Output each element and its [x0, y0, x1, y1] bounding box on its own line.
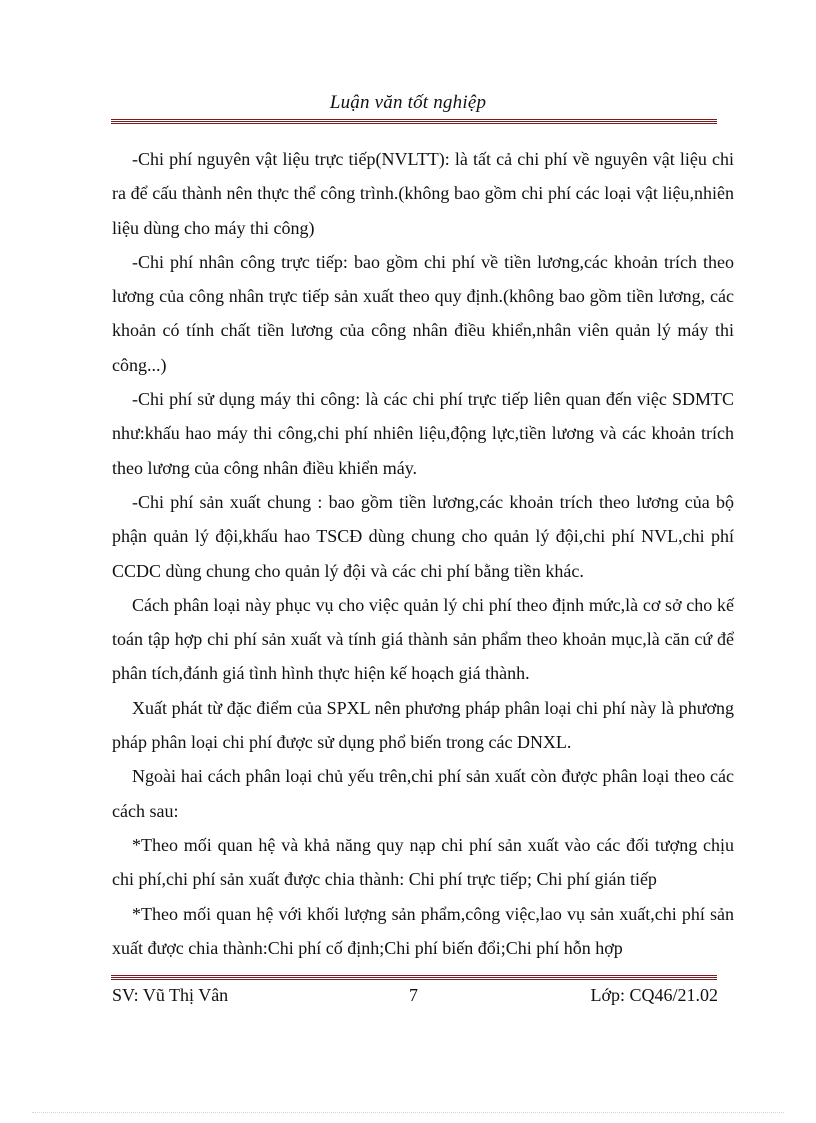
paragraph-machine-costs: -Chi phí sử dụng máy thi công: là các chi phí trực tiếp liên quan đến việc SDMTC như:khấu hao máy thi công,chi phí nhiên liệu,động lực,tiền lương và các khoản trích theo lương của công nhân điều khiển máy. — [112, 389, 734, 478]
paragraph-spxl-method: Xuất phát từ đặc điểm của SPXL nên phương pháp phân loại chi phí này là phương pháp phân loại chi phí được sử dụng phổ biến trong các DNXL. — [112, 697, 734, 753]
footer-page-number: 7 — [409, 985, 418, 1005]
paragraph-direct-labor: -Chi phí nhân công trực tiếp: bao gồm chi phí về tiền lương,các khoản trích theo lương của công nhân trực tiếp sản xuất theo quy định.(không bao gồm tiền lương, các khoản có tính chất tiền lương của công nhân điều khiển,nhân viên quản lý máy thi công...) — [112, 251, 734, 375]
paragraph-direct-indirect: *Theo mối quan hệ và khả năng quy nạp chi phí sản xuất vào các đối tượng chịu chi phí,chi phí sản xuất được chia thành: Chi phí trực tiếp; Chi phí gián tiếp — [112, 834, 734, 890]
footer-divider — [111, 975, 717, 981]
paragraph-classification-purpose: Cách phân loại này phục vụ cho việc quản lý chi phí theo định mức,là cơ sở cho kế toán tập hợp chi phí sản xuất và tính giá thành sản phẩm theo khoản mục,là căn cứ để phân tích,đánh giá tình hình thực hiện kế hoạch giá thành. — [112, 594, 734, 684]
page-bottom-border — [32, 1112, 784, 1113]
paragraph-general-production: -Chi phí sản xuất chung : bao gồm tiền lương,các khoản trích theo lương của bộ phận quản lý đội,khấu hao TSCĐ dùng chung cho quản lý đội,chi phí NVL,chi phí CCDC dùng chung cho quản lý đội và các chi phí bằng tiền khác. — [112, 491, 734, 581]
paragraph-fixed-variable: *Theo mối quan hệ với khối lượng sản phẩm,công việc,lao vụ sản xuất,chi phí sản xuất được chia thành:Chi phí cố định;Chi phí biến đổi;Chi phí hỗn hợp — [112, 903, 734, 958]
page-footer — [112, 985, 718, 1011]
paragraph-direct-materials: -Chi phí nguyên vật liệu trực tiếp(NVLTT): là tất cả chi phí về nguyên vật liệu chi ra để cấu thành nên thực thể công trình.(không bao gồm chi phí các loại vật liệu,nhiên liệu dùng cho máy thi công) — [112, 149, 734, 238]
footer-class-code: Lớp: CQ46/21.02 — [590, 985, 718, 1005]
footer-student-name: SV: Vũ Thị Vân — [112, 985, 229, 1005]
header-divider — [111, 119, 717, 125]
paragraph-other-methods: Ngoài hai cách phân loại chủ yếu trên,chi phí sản xuất còn được phân loại theo các cách sau: — [112, 766, 734, 821]
page-header-title: Luận văn tốt nghiệp — [329, 92, 487, 113]
document-body — [112, 142, 734, 965]
